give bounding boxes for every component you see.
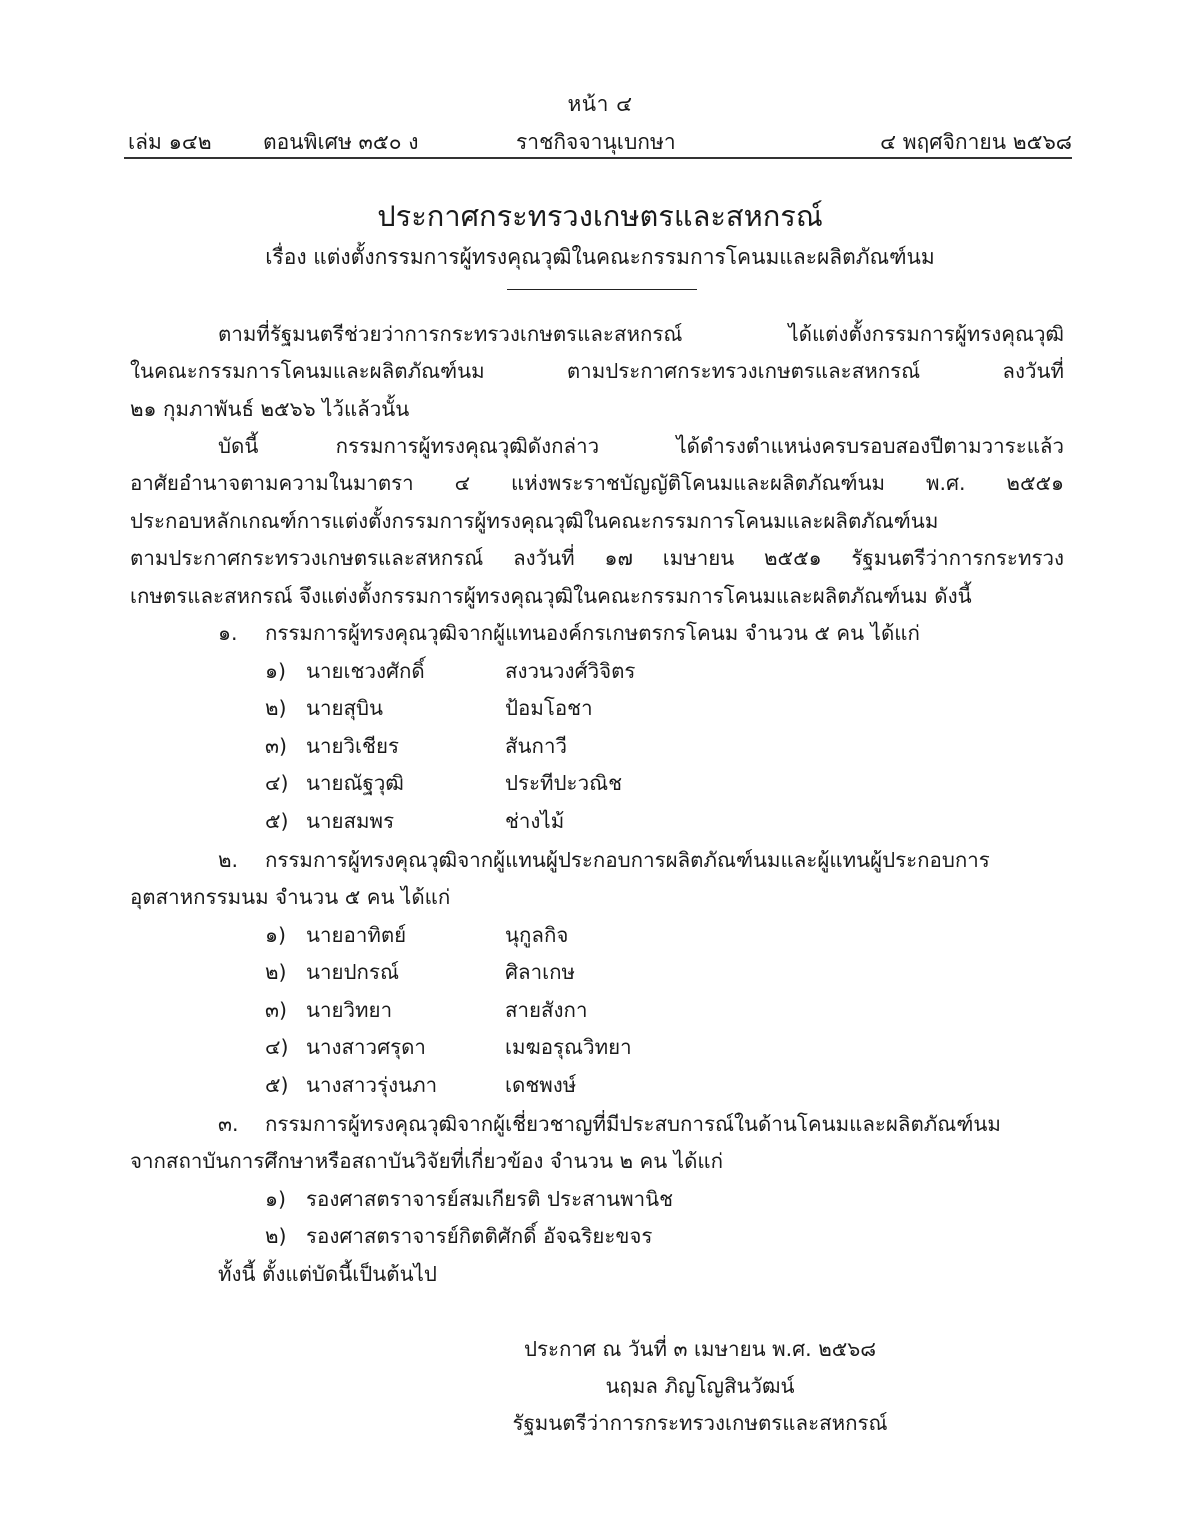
member-given-name: นายสมพร [306,809,395,833]
member-given-name: นายเชวงศักดิ์ [306,659,425,683]
member-number: ๔) [265,771,289,795]
member-surname: ประทีปะวณิช [505,771,623,795]
member-number: ๔) [265,1035,289,1059]
member-full-name: รองศาสตราจารย์สมเกียรติ ประสานพานิช [306,1187,674,1211]
closing-statement: ทั้งนี้ ตั้งแต่บัดนี้เป็นต้นไป [218,1262,437,1286]
member-surname: ศิลาเกษ [505,960,576,984]
document-title: ประกาศกระทรวงเกษตรและสหกรณ์ [377,199,823,233]
member-given-name: นายปกรณ์ [306,960,399,984]
member-number: ๓) [265,998,288,1022]
member-number: ๓) [265,734,288,758]
member-surname: ช่างไม้ [505,809,565,833]
member-surname: เดชพงษ์ [505,1073,577,1097]
signatory-name: นฤมล ภิญโญสินวัฒน์ [605,1374,795,1398]
paragraph-2-line: เกษตรและสหกรณ์ จึงแต่งตั้งกรรมการผู้ทรงคุณวุฒิในคณะกรรมการโคนมและผลิตภัณฑ์นม ดังนี้ [130,584,972,608]
title-divider [507,289,697,290]
member-given-name: นายณัฐวุฒิ [306,771,404,795]
member-number: ๒) [265,1224,287,1248]
paragraph-2-line: ตามประกาศกระทรวงเกษตรและสหกรณ์ ลงวันที่ ๑๗ เมษายน ๒๕๕๑ รัฐมนตรีว่าการกระทรวง [130,546,1064,570]
issue-date: ๔ พฤศจิกายน ๒๕๖๘ [880,130,1072,154]
publication-name: ราชกิจจานุเบกษา [516,130,676,154]
member-full-name: รองศาสตราจารย์กิตติศักดิ์ อัจฉริยะขจร [306,1224,653,1248]
member-number: ๕) [265,1073,289,1097]
group-3-number: ๓. [218,1112,239,1136]
member-surname: เมฆอรุณวิทยา [505,1035,632,1059]
group-2-description: กรรมการผู้ทรงคุณวุฒิจากผู้แทนผู้ประกอบการผลิตภัณฑ์นมและผู้แทนผู้ประกอบการ [265,848,990,872]
group-1-description: กรรมการผู้ทรงคุณวุฒิจากผู้แทนองค์กรเกษตรกรโคนม จำนวน ๕ คน ได้แก่ [265,621,920,645]
member-given-name: นางสาวศรุดา [306,1035,426,1059]
member-surname: นุกูลกิจ [505,923,569,947]
group-3-description: กรรมการผู้ทรงคุณวุฒิจากผู้เชี่ยวชาญที่มีประสบการณ์ในด้านโคนมและผลิตภัณฑ์นม [265,1112,1001,1136]
group-1-number: ๑. [218,621,238,645]
member-number: ๑) [265,1187,287,1211]
announcement-date: ประกาศ ณ วันที่ ๓ เมษายน พ.ศ. ๒๕๖๘ [523,1337,877,1361]
volume-label: เล่ม ๑๔๒ [128,130,212,154]
header-divider [124,157,1072,159]
member-given-name: นายวิทยา [306,998,393,1022]
group-2-number: ๒. [218,848,239,872]
member-number: ๕) [265,809,289,833]
signatory-position: รัฐมนตรีว่าการกระทรวงเกษตรและสหกรณ์ [512,1411,888,1435]
member-given-name: นายอาทิตย์ [306,923,407,947]
section-label: ตอนพิเศษ ๓๕๐ ง [263,130,419,154]
member-given-name: นางสาวรุ่งนภา [306,1073,438,1097]
document-subject: เรื่อง แต่งตั้งกรรมการผู้ทรงคุณวุฒิในคณะกรรมการโคนมและผลิตภัณฑ์นม [265,245,935,269]
member-given-name: นายวิเชียร [306,734,399,758]
group-2-description: อุตสาหกรรมนม จำนวน ๕ คน ได้แก่ [130,885,451,909]
paragraph-1-line: ๒๑ กุมภาพันธ์ ๒๕๖๖ ไว้แล้วนั้น [130,397,410,421]
paragraph-2-line: อาศัยอำนาจตามความในมาตรา ๔ แห่งพระราชบัญญัติโคนมและผลิตภัณฑ์นม พ.ศ. ๒๕๕๑ [130,471,1064,495]
member-surname: สันกาวี [505,734,567,758]
paragraph-1-line: ตามที่รัฐมนตรีช่วยว่าการกระทรวงเกษตรและสหกรณ์ ได้แต่งตั้งกรรมการผู้ทรงคุณวุฒิ [218,322,1064,346]
member-number: ๒) [265,960,287,984]
member-number: ๑) [265,659,287,683]
member-surname: สายสังกา [505,998,588,1022]
member-given-name: นายสุบิน [306,696,384,720]
member-surname: สงวนวงศ์วิจิตร [505,659,636,683]
group-3-description: จากสถาบันการศึกษาหรือสถาบันวิจัยที่เกี่ยวข้อง จำนวน ๒ คน ได้แก่ [130,1149,724,1173]
paragraph-2-line: ประกอบหลักเกณฑ์การแต่งตั้งกรรมการผู้ทรงคุณวุฒิในคณะกรรมการโคนมและผลิตภัณฑ์นม [130,509,939,533]
member-number: ๒) [265,696,287,720]
member-number: ๑) [265,923,287,947]
member-surname: ป้อมโอชา [505,696,593,720]
paragraph-1-line: ในคณะกรรมการโคนมและผลิตภัณฑ์นม ตามประกาศกระทรวงเกษตรและสหกรณ์ ลงวันที่ [130,359,1064,383]
paragraph-2-line: บัดนี้ กรรมการผู้ทรงคุณวุฒิดังกล่าว ได้ดำรงตำแหน่งครบรอบสองปีตามวาระแล้ว [218,434,1064,458]
page-number: หน้า ๔ [567,92,633,116]
